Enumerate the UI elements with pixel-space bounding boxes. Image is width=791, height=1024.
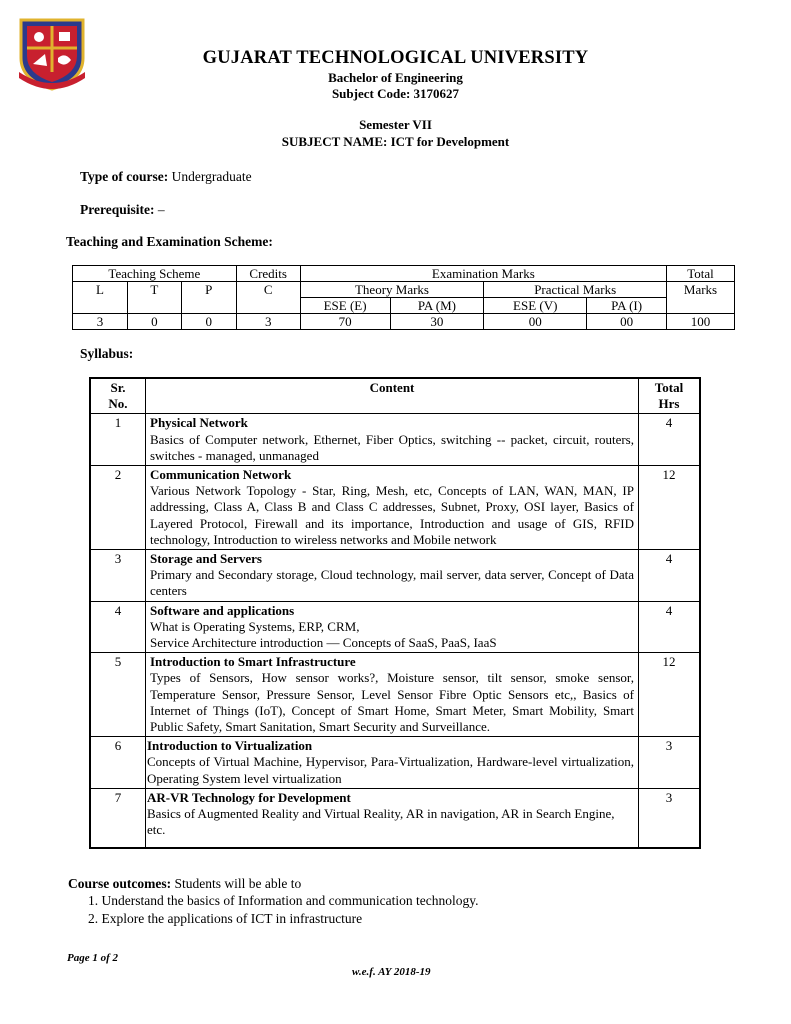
col-c: C: [236, 282, 300, 314]
row-content: [146, 414, 639, 466]
row-content: [146, 788, 639, 848]
row-hours: 4: [639, 414, 701, 466]
col-ese-v: ESE (V): [484, 298, 587, 314]
semester: Semester VII: [359, 117, 432, 132]
col-pa-m: PA (M): [390, 298, 484, 314]
row-hours: 3: [639, 737, 701, 789]
hrs-header-line2: Hrs: [658, 396, 680, 412]
prerequisite-value: –: [157, 202, 165, 217]
marks-header: Marks: [667, 282, 735, 314]
subject-code: Subject Code: 3170627: [331, 86, 460, 101]
outcomes-intro: Students will be able to: [174, 876, 302, 891]
table-row: [90, 550, 700, 602]
value-c: 3: [236, 314, 300, 330]
sr-header-line2: No.: [108, 396, 128, 412]
row-hours: 4: [639, 550, 701, 602]
row-hours: 12: [639, 653, 701, 737]
row-content: [146, 737, 639, 789]
table-row: [90, 466, 700, 550]
subject-name: SUBJECT NAME: ICT for Development: [281, 134, 510, 149]
hrs-header-line1: Total: [654, 380, 684, 395]
row-description: Various Network Topology - Star, Ring, Mesh, etc, Concepts of LAN, WAN, MAN, IP addressing, Class A, Class B and Class C addresses, Subnet, Proxy, OSI layer, Basics of Layered Protocol, Firewall and its importance, Introduction and usage of GIS, RFID technology, Introduction to wireless networks and Mobile network: [150, 483, 634, 547]
row-description-line1: What is Operating Systems, ERP, CRM,: [150, 618, 360, 634]
row-title: Introduction to Virtualization: [147, 738, 313, 754]
theory-marks-header: Theory Marks: [300, 282, 484, 298]
row-title: Storage and Servers: [150, 551, 262, 567]
row-description: Concepts of Virtual Machine, Hypervisor, Para-Virtualization, Hardware-level virtualization, Operating System level virtualization: [147, 754, 634, 786]
practical-marks-header: Practical Marks: [484, 282, 667, 298]
value-pa-i: 00: [587, 314, 667, 330]
course-type-label: Type of course:: [80, 169, 169, 184]
examination-marks-header: Examination Marks: [300, 266, 666, 282]
course-type: [80, 169, 252, 185]
syllabus-heading: Syllabus:: [80, 346, 134, 361]
row-content: [146, 550, 639, 602]
col-p: P: [181, 282, 236, 314]
row-hours: 3: [639, 788, 701, 848]
row-number: 5: [90, 653, 146, 737]
col-ese-e: ESE (E): [300, 298, 390, 314]
syllabus-table: [89, 377, 701, 849]
university-name: GUJARAT TECHNOLOGICAL UNIVERSITY: [202, 48, 589, 68]
scheme-table: [72, 265, 735, 330]
hrs-header: [639, 378, 701, 414]
scheme-heading: Teaching and Examination Scheme:: [66, 234, 273, 249]
row-number: 4: [90, 601, 146, 653]
sr-header-line1: Sr.: [110, 380, 126, 395]
row-hours: 12: [639, 466, 701, 550]
table-row: [90, 414, 700, 466]
value-pa-m: 30: [390, 314, 484, 330]
value-total: 100: [667, 314, 735, 330]
row-number: 3: [90, 550, 146, 602]
outcome-item: 2. Explore the applications of ICT in infrastructure: [88, 911, 363, 926]
row-description: Primary and Secondary storage, Cloud technology, mail server, data server, Concept of Data centers: [150, 567, 634, 599]
row-description: Types of Sensors, How sensor works?, Moisture sensor, tilt sensor, smoke sensor, Temperature Sensor, Pressure Sensor, Level Sensor Fibre Optic Sensors etc,, Basics of Internet of Things (IoT), Concept of Smart Home, Smart Meter, Smart Mobility, Smart Public Safety, Smart Sanitation, Smart Security and Surveillance.: [150, 670, 634, 735]
row-description-line2: Service Architecture introduction — Concepts of SaaS, PaaS, IaaS: [150, 635, 497, 651]
table-row: [90, 653, 700, 737]
row-content: [146, 653, 639, 737]
col-t: T: [127, 282, 181, 314]
row-number: 6: [90, 737, 146, 789]
teaching-scheme-header: Teaching Scheme: [73, 266, 237, 282]
value-l: 3: [73, 314, 128, 330]
course-outcomes: [68, 876, 301, 892]
degree: Bachelor of Engineering: [328, 70, 463, 85]
value-ese-e: 70: [300, 314, 390, 330]
credits-header: Credits: [236, 266, 300, 282]
course-type-value: Undergraduate: [171, 169, 252, 184]
table-row: [90, 601, 700, 653]
row-description: Basics of Augmented Reality and Virtual Reality, AR in navigation, AR in Search Engine, etc.: [147, 806, 615, 838]
outcomes-label: Course outcomes:: [68, 876, 172, 891]
row-hours: 4: [639, 601, 701, 653]
col-pa-i: PA (I): [587, 298, 667, 314]
row-description: Basics of Computer network, Ethernet, Fiber Optics, switching -- packet, circuit, routers, switches - managed, unmanaged: [150, 431, 634, 463]
row-title: Physical Network: [150, 415, 248, 431]
sr-no-header: [90, 378, 146, 414]
row-title: Introduction to Smart Infrastructure: [150, 654, 356, 670]
row-title: Communication Network: [150, 467, 292, 483]
content-header: Content: [146, 378, 639, 414]
total-header: Total: [667, 266, 735, 282]
row-title: AR-VR Technology for Development: [147, 789, 351, 805]
value-ese-v: 00: [484, 314, 587, 330]
value-t: 0: [127, 314, 181, 330]
row-number: 2: [90, 466, 146, 550]
page-number: Page 1 of 2: [67, 952, 119, 964]
prerequisite: [80, 202, 165, 218]
row-title: Software and applications: [150, 602, 295, 618]
table-row: [90, 737, 700, 789]
row-content: [146, 601, 639, 653]
row-content: [146, 466, 639, 550]
row-number: 1: [90, 414, 146, 466]
effective-date: w.e.f. AY 2018-19: [352, 966, 431, 978]
col-l: L: [73, 282, 128, 314]
syllabus-header-row: [90, 378, 700, 414]
table-row: [90, 788, 700, 848]
value-p: 0: [181, 314, 236, 330]
outcome-item: 1. Understand the basics of Information and communication technology.: [88, 893, 479, 908]
prerequisite-label: Prerequisite:: [80, 202, 155, 217]
row-number: 7: [90, 788, 146, 848]
